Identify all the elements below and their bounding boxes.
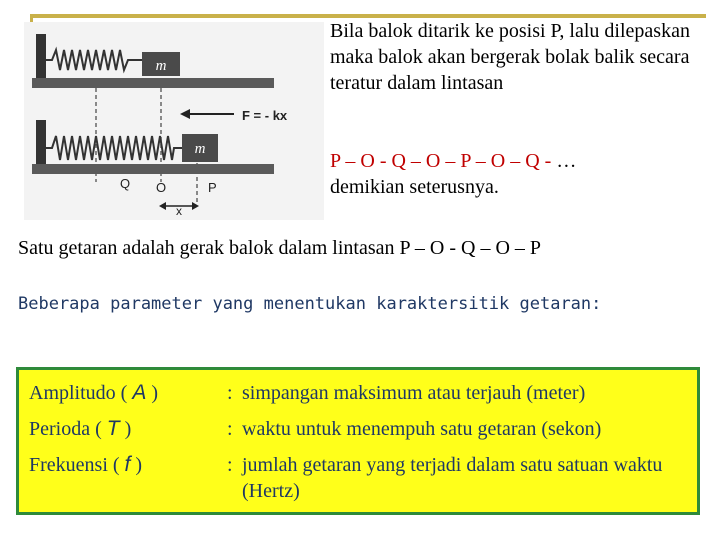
sequence-continuation: demikian seterusnya. [330,176,499,198]
symbol-frequency: f [124,453,131,476]
colon-amplitude: : [227,382,233,404]
parameters-heading: Beberapa parameter yang menentukan karaktersitik getaran: [18,294,602,314]
wall-top [36,34,46,84]
description-frequency: jumlah getaran yang terjadi dalam satu satuan waktu (Hertz) [242,454,663,502]
sequence-ellipsis: … [556,150,577,172]
spring-mass-figure [24,22,324,220]
description-amplitude: simpangan maksimum atau terjauh (meter) [242,382,586,404]
motion-sequence [330,148,710,200]
symbol-amplitude: A [132,381,147,404]
point-q-label: Q [120,176,131,191]
term-amplitude: Amplitudo ( A ) [29,381,159,404]
point-o-label: O [155,180,167,195]
force-label: F = - kx [242,108,288,123]
sequence-highlight: P – O - Q – O – P – O – Q - [330,150,552,172]
intro-paragraph: Bila balok ditarik ke posisi P, lalu dilepaskan maka balok akan bergerak bolak balik secara teratur dalam lintasan [330,20,690,94]
point-p-label: P [208,180,217,195]
vibration-definition: Satu getaran adalah gerak balok dalam lintasan P – O - Q – O – P [18,237,542,259]
symbol-period: T [106,417,120,440]
definitions-box [16,367,700,515]
block-label-top: m [155,58,167,74]
colon-frequency: : [227,454,233,476]
colon-period: : [227,418,233,440]
rail-top [32,78,274,88]
term-frequency: Frekuensi ( f ) [29,453,143,476]
rail-bottom [32,164,274,174]
displacement-label: x [176,204,182,218]
description-period: waktu untuk menempuh satu getaran (sekon) [242,418,602,440]
term-period: Perioda ( T ) [29,417,132,440]
block-label-bottom: m [194,141,206,157]
